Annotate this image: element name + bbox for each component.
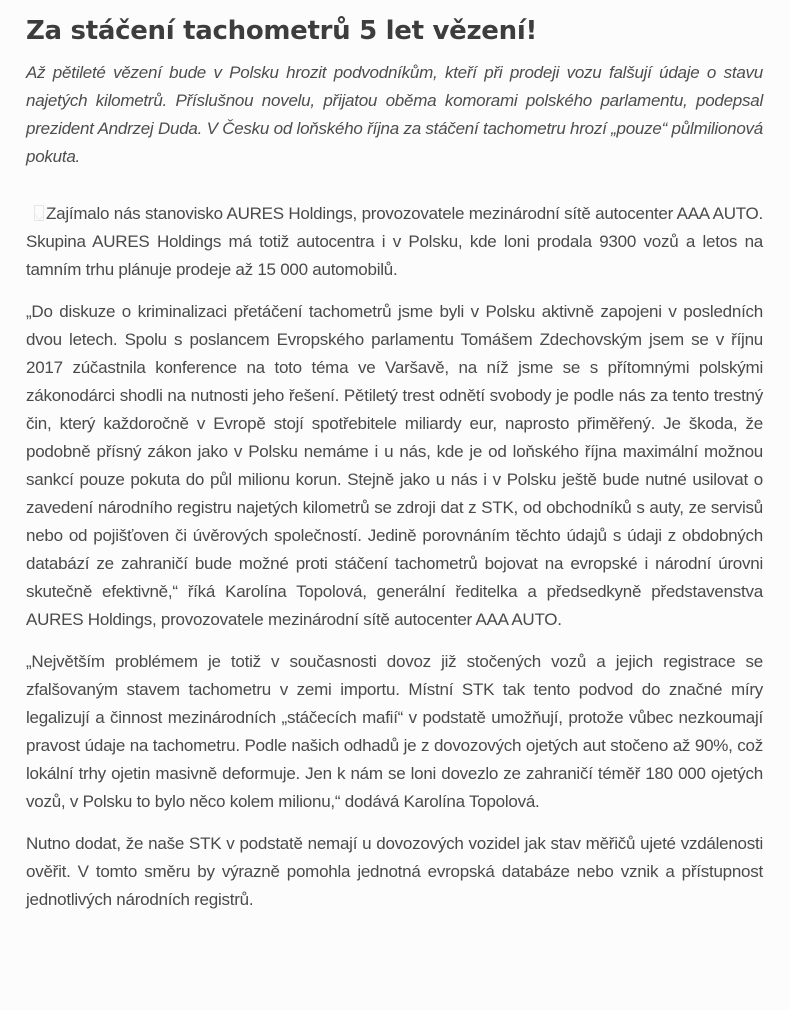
article-title: Za stáčení tachometrů 5 let vězení! xyxy=(26,16,538,46)
article-paragraph xyxy=(26,200,763,284)
article-paragraph: „Největším problémem je totiž v současnosti dovoz již stočených vozů a jejich registrace se zfalšovaným stavem tachometru v zemi importu. Místní STK tak tento podvod do značné míry legalizují a činnost mezinárodních „stáčecích mafií“ v podstatě umožňují, protože vůbec nezkoumají pravost údaje na tachometru. Podle našich odhadů je z dovozových ojetých aut stočeno až 90%, což lokální trhy ojetin masivně deformuje. Jen k nám se loni dovezlo ze zahraničí téměř 180 000 ojetých vozů, v Polsku to bylo něco kolem milionu,“ dodává Karolína Topolová. xyxy=(26,652,763,811)
article-lead: Až pětileté vězení bude v Polsku hrozit podvodníkům, kteří při prodeji vozu falšují údaje o stavu najetých kilometrů. Příslušnou novelu, přijatou oběma komorami polského parlamentu, podepsal prezident Andrzej Duda. V Česku od loňského října za stáčení tachometru hrozí „pouze“ půlmilionová pokuta. xyxy=(26,63,763,166)
paragraph-text: Zajímalo nás stanovisko AURES Holdings, provozovatele mezinárodní sítě autocenter AAA AUTO. Skupina AURES Holdings má totiž autocentra i v Polsku, kde loni prodala 9300 vozů a letos na tamním trhu plánuje prodeje až 15 000 automobilů. xyxy=(26,204,763,279)
article-paragraph: „Do diskuze o kriminalizaci přetáčení tachometrů jsme byli v Polsku aktivně zapojeni v posledních dvou letech. Spolu s poslancem Evropského parlamentu Tomášem Zdechovským jsem se v říjnu 2017 zúčastnila konference na toto téma ve Varšavě, na níž jsme se s přítomnými polskými zákonodárci shodli na nutnosti jeho řešení. Pětiletý trest odnětí svobody je podle nás za tento trestný čin, který každoročně v Evropě stojí spotřebitele miliardy eur, naprosto přiměřený. Je škoda, že podobně přísný zákon jako v Polsku nemáme i u nás, kde je od loňského října maximální možnou sankcí pouze pokuta do půl milionu korun. Stejně jako u nás i v Polsku ještě bude nutné usilovat o zavedení národního registru najetých kilometrů se zdroji dat z STK, od obchodníků s auty, ze servisů nebo od pojišťoven či úvěrových společností. Jedině porovnáním těchto údajů s údaji z obdobných databází ze zahraničí bude možné proti stáčení tachometrů bojovat na evropské i národní úrovni skutečně efektivně,“ říká Karolína Topolová, generální ředitelka a předsedkyně představenstva AURES Holdings, provozovatele mezinárodní sítě autocenter AAA AUTO. xyxy=(26,302,763,629)
article-paragraph: Nutno dodat, že naše STK v podstatě nemají u dovozových vozidel jak stav měřičů ujeté vzdálenosti ověřit. V tomto směru by výrazně pomohla jednotná evropská databáze nebo vznik a přístupnost jednotlivých národních registrů. xyxy=(26,834,763,909)
broken-image-icon xyxy=(34,205,44,221)
